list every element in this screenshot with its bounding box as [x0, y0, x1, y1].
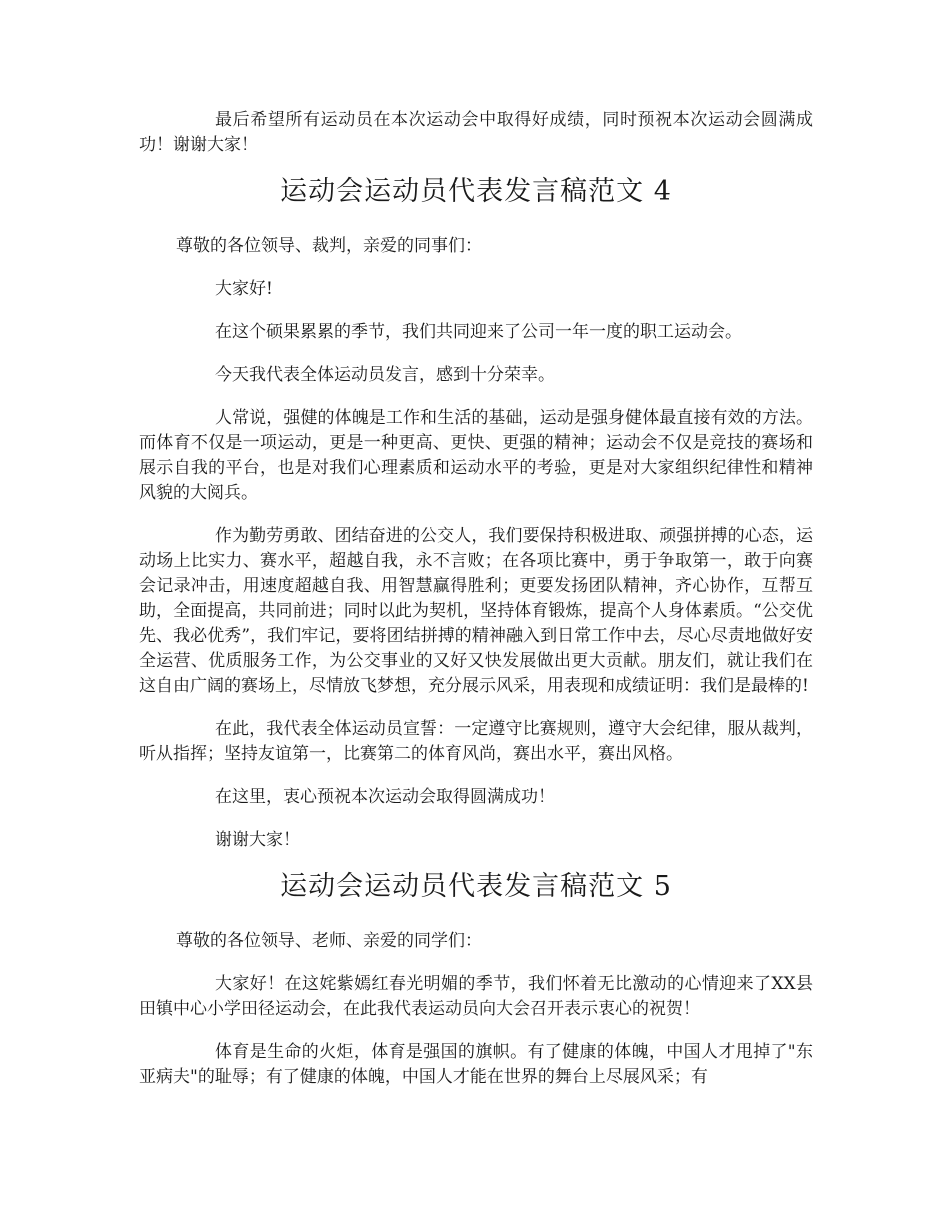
section-4-paragraph: 作为勤劳勇敢、团结奋进的公交人，我们要保持积极进取、顽强拼搏的心态，运动场上比实力、赛水平，超越自我，永不言败；在各项比赛中，勇于争取第一，敢于向赛会记录冲击，用速度超越自我、用智慧赢得胜利；更要发扬团队精神，齐心协作，互帮互助，全面提高，共同前进；同时以此为契机，坚持体育锻炼，提高个人身体素质。“公交优先、我必优秀”，我们牢记，要将团结拼搏的精神融入到日常工作中去，尽心尽责地做好安全运营、优质服务工作，为公交事业的又好又快发展做出更大贡献。朋友们，就让我们在这自由广阔的赛场上，尽情放飞梦想，充分展示风采，用表现和成绩证明：我们是最棒的! — [139, 526, 813, 696]
section-5-paragraph: 体育是生命的火炬，体育是强国的旗帜。有了健康的体魄，中国人才甩掉了"东亚病夫"的耻辱；有了健康的体魄，中国人才能在世界的舞台上尽展风采；有 — [139, 1042, 813, 1087]
section-4-paragraph: 在此，我代表全体运动员宣誓：一定遵守比赛规则，遵守大会纪律，服从裁判，听从指挥；坚持友谊第一，比赛第二的体育风尚，赛出水平，赛出风格。 — [139, 719, 813, 764]
section-4-paragraph: 谢谢大家！ — [215, 830, 300, 850]
section-4-paragraph: 在这里，衷心预祝本次运动会取得圆满成功！ — [215, 787, 555, 807]
section-4-paragraph: 大家好! — [215, 279, 273, 299]
section-4-paragraph: 在这个硕果累累的季节，我们共同迎来了公司一年一度的职工运动会。 — [215, 322, 742, 342]
section-5-greeting: 尊敬的各位领导、老师、亲爱的同学们： — [176, 931, 482, 951]
section-5-paragraph: 大家好！在这姹紫嫣红春光明媚的季节，我们怀着无比激动的心情迎来了XX县田镇中心小学田径运动会，在此我代表运动员向大会召开表示衷心的祝贺！ — [139, 974, 813, 1019]
section-4-paragraph: 今天我代表全体运动员发言，感到十分荣幸。 — [215, 365, 555, 385]
closing-paragraph: 最后希望所有运动员在本次运动会中取得好成绩，同时预祝本次运动会圆满成功！谢谢大家！ — [139, 110, 813, 155]
section-4-greeting: 尊敬的各位领导、裁判，亲爱的同事们： — [176, 236, 482, 256]
section-4-paragraph: 人常说，强健的体魄是工作和生活的基础，运动是强身健体最直接有效的方法。而体育不仅是一项运动，更是一种更高、更快、更强的精神；运动会不仅是竞技的赛场和展示自我的平台，也是对我们心理素质和运动水平的考验，更是对大家组织纪律性和精神风貌的大阅兵。 — [139, 408, 813, 503]
section-4-title: 运动会运动员代表发言稿范文 4 — [280, 176, 672, 207]
document-body — [139, 108, 813, 1090]
section-5-title: 运动会运动员代表发言稿范文 5 — [280, 871, 672, 902]
